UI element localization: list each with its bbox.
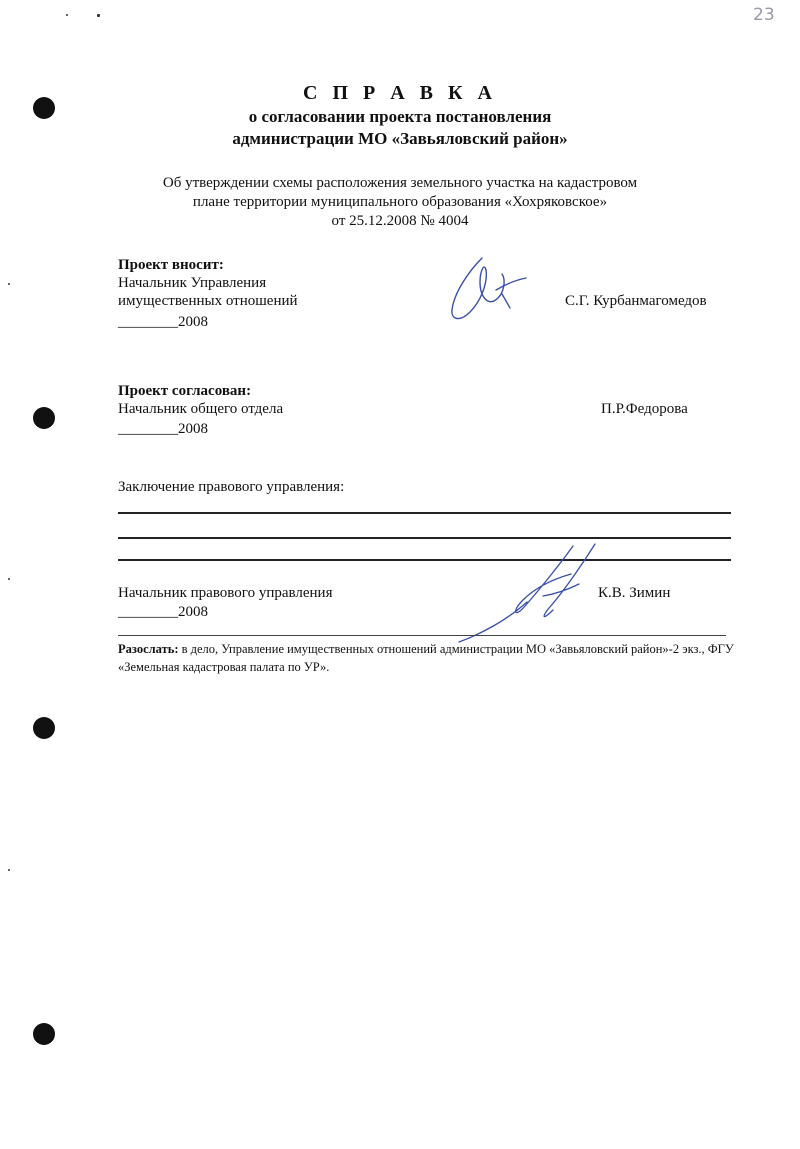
- punch-hole: [33, 1023, 55, 1045]
- legal-position: Начальник правового управления: [118, 585, 333, 601]
- subject-line2: плане территории муниципального образования «Хохряковское»: [192, 194, 608, 210]
- scan-speck: [8, 869, 10, 871]
- scan-speck: [66, 14, 68, 16]
- conclusion-line: [118, 512, 731, 514]
- distribution-text: в дело, Управление имущественных отношений администрации МО «Завьяловский район»-2 экз., ФГУ «Земельная кадастровая палата по УР».: [118, 642, 734, 674]
- subject-line1: Об утверждении схемы расположения земельного участка на кадастровом: [162, 175, 638, 191]
- approver-heading: Проект согласован:: [118, 383, 252, 399]
- conclusion-line: [118, 537, 731, 539]
- conclusion-line: [118, 559, 731, 561]
- scan-speck: [8, 578, 10, 580]
- scan-speck: [8, 283, 10, 285]
- distribution-label: Разослать:: [118, 642, 179, 656]
- page-number: 23: [753, 5, 775, 25]
- legal-date: ________2008: [118, 604, 208, 620]
- legal-name: К.В. Зимин: [598, 585, 671, 601]
- legal-signature: [445, 538, 625, 648]
- footer-separator: [118, 635, 726, 636]
- submitter-date: ________2008: [118, 314, 208, 330]
- approver-date: ________2008: [118, 421, 208, 437]
- approver-name: П.Р.Федорова: [601, 401, 688, 417]
- distribution-note: [118, 640, 738, 676]
- document-title: С П Р А В К А: [303, 82, 497, 104]
- submitter-name: С.Г. Курбанмагомедов: [565, 293, 707, 309]
- punch-hole: [33, 717, 55, 739]
- approver-position: Начальник общего отдела: [118, 401, 284, 417]
- submitter-position-line2: имущественных отношений: [118, 293, 298, 309]
- document-title-line3: администрации МО «Завьяловский район»: [232, 129, 568, 148]
- subject-line3: от 25.12.2008 № 4004: [331, 213, 469, 229]
- punch-hole: [33, 407, 55, 429]
- document-title-line2: о согласовании проекта постановления: [248, 107, 552, 126]
- submitter-signature: [440, 250, 550, 330]
- legal-heading: Заключение правового управления:: [118, 479, 345, 495]
- submitter-position-line1: Начальник Управления: [118, 275, 267, 291]
- submitter-heading: Проект вносит:: [118, 257, 224, 273]
- scan-speck: [97, 14, 100, 17]
